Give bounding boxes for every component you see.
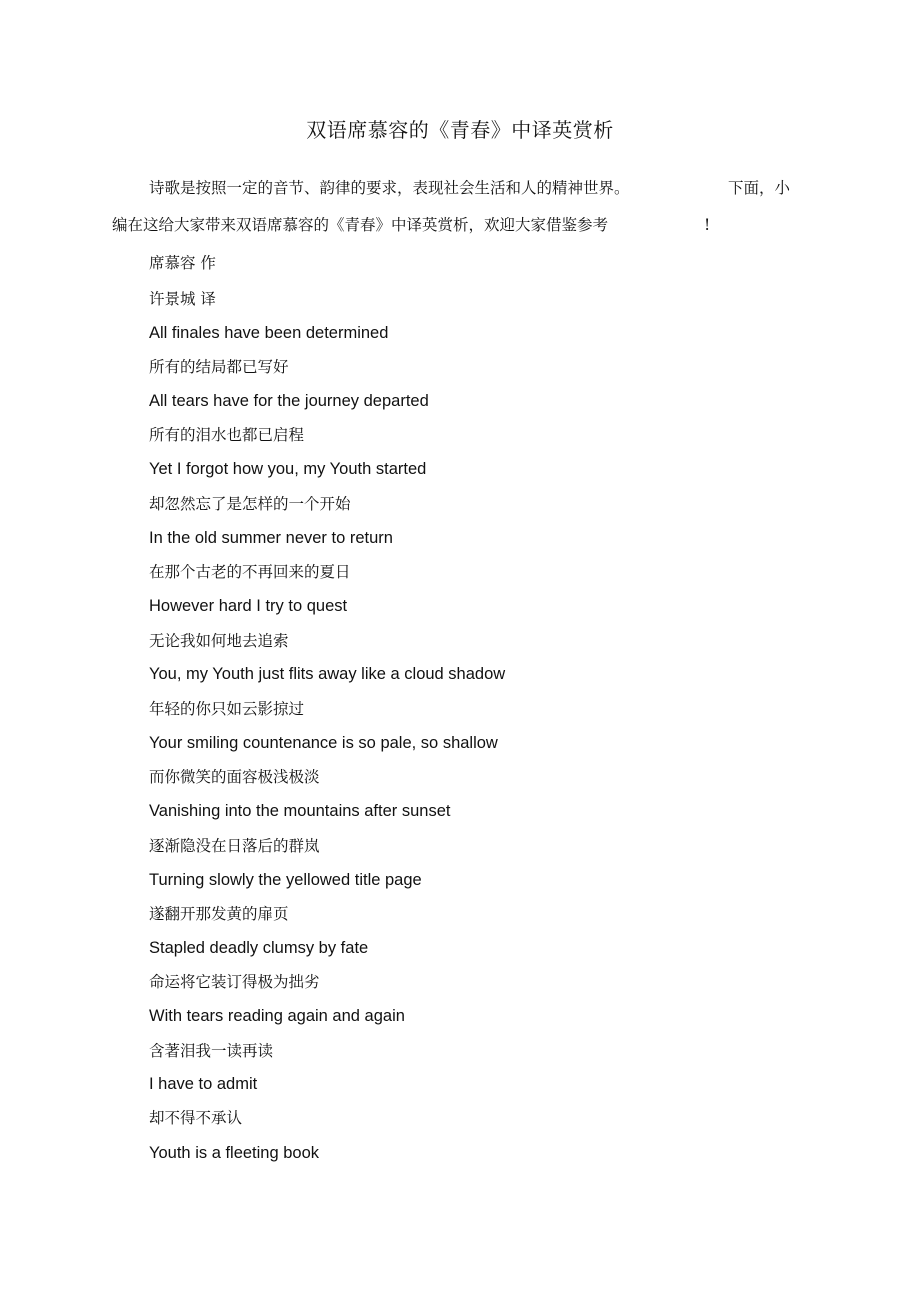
intro-text-part4: ! [704, 216, 711, 234]
poem-line-en: Youth is a fleeting book [149, 1144, 320, 1162]
poem-line-en: Your smiling countenance is so pale, so shallow [149, 734, 498, 752]
poem-line-en: Yet I forgot how you, my Youth started [149, 460, 427, 478]
poem-line-en: Turning slowly the yellowed title page [149, 871, 422, 889]
poem-line-en: All finales have been determined [149, 324, 389, 342]
intro-text-part2: 下面，小 [728, 179, 791, 197]
poem-line-zh: 年轻的你只如云影掠过 [149, 700, 305, 718]
translator-line: 许景城 译 [149, 290, 216, 308]
poem-line-zh: 所有的泪水也都已启程 [149, 426, 305, 444]
poem-line-zh: 在那个古老的不再回来的夏日 [149, 563, 351, 581]
poem-line-zh: 无论我如何地去追索 [149, 632, 289, 650]
author-line: 席慕容 作 [149, 254, 216, 272]
document-title: 双语席慕容的《青春》中译英赏析 [306, 118, 614, 142]
poem-line-zh: 所有的结局都已写好 [149, 358, 289, 376]
poem-line-en: You, my Youth just flits away like a cloud shadow [149, 665, 506, 683]
intro-text-part1: 诗歌是按照一定的音节、韵律的要求，表现社会生活和人的精神世界。 [149, 179, 630, 197]
poem-line-zh: 却忽然忘了是怎样的一个开始 [149, 495, 351, 513]
poem-line-en: However hard I try to quest [149, 597, 348, 615]
poem-line-zh: 命运将它装订得极为拙劣 [149, 973, 320, 991]
poem-line-zh: 含著泪我一读再读 [149, 1042, 274, 1060]
poem-line-en: Vanishing into the mountains after sunset [149, 802, 451, 820]
poem-line-zh: 而你微笑的面容极浅极淡 [149, 768, 320, 786]
poem-line-en: With tears reading again and again [149, 1007, 405, 1025]
poem-line-en: In the old summer never to return [149, 529, 393, 547]
poem-line-zh: 遂翻开那发黄的扉页 [149, 905, 289, 923]
poem-line-en: All tears have for the journey departed [149, 392, 429, 410]
poem-line-zh: 却不得不承认 [149, 1109, 243, 1127]
poem-line-zh: 逐渐隐没在日落后的群岚 [149, 837, 320, 855]
poem-line-en: I have to admit [149, 1075, 258, 1093]
poem-line-en: Stapled deadly clumsy by fate [149, 939, 369, 957]
intro-text-part3: 编在这给大家带来双语席慕容的《青春》中译英赏析，欢迎大家借鉴参考 [112, 216, 609, 234]
